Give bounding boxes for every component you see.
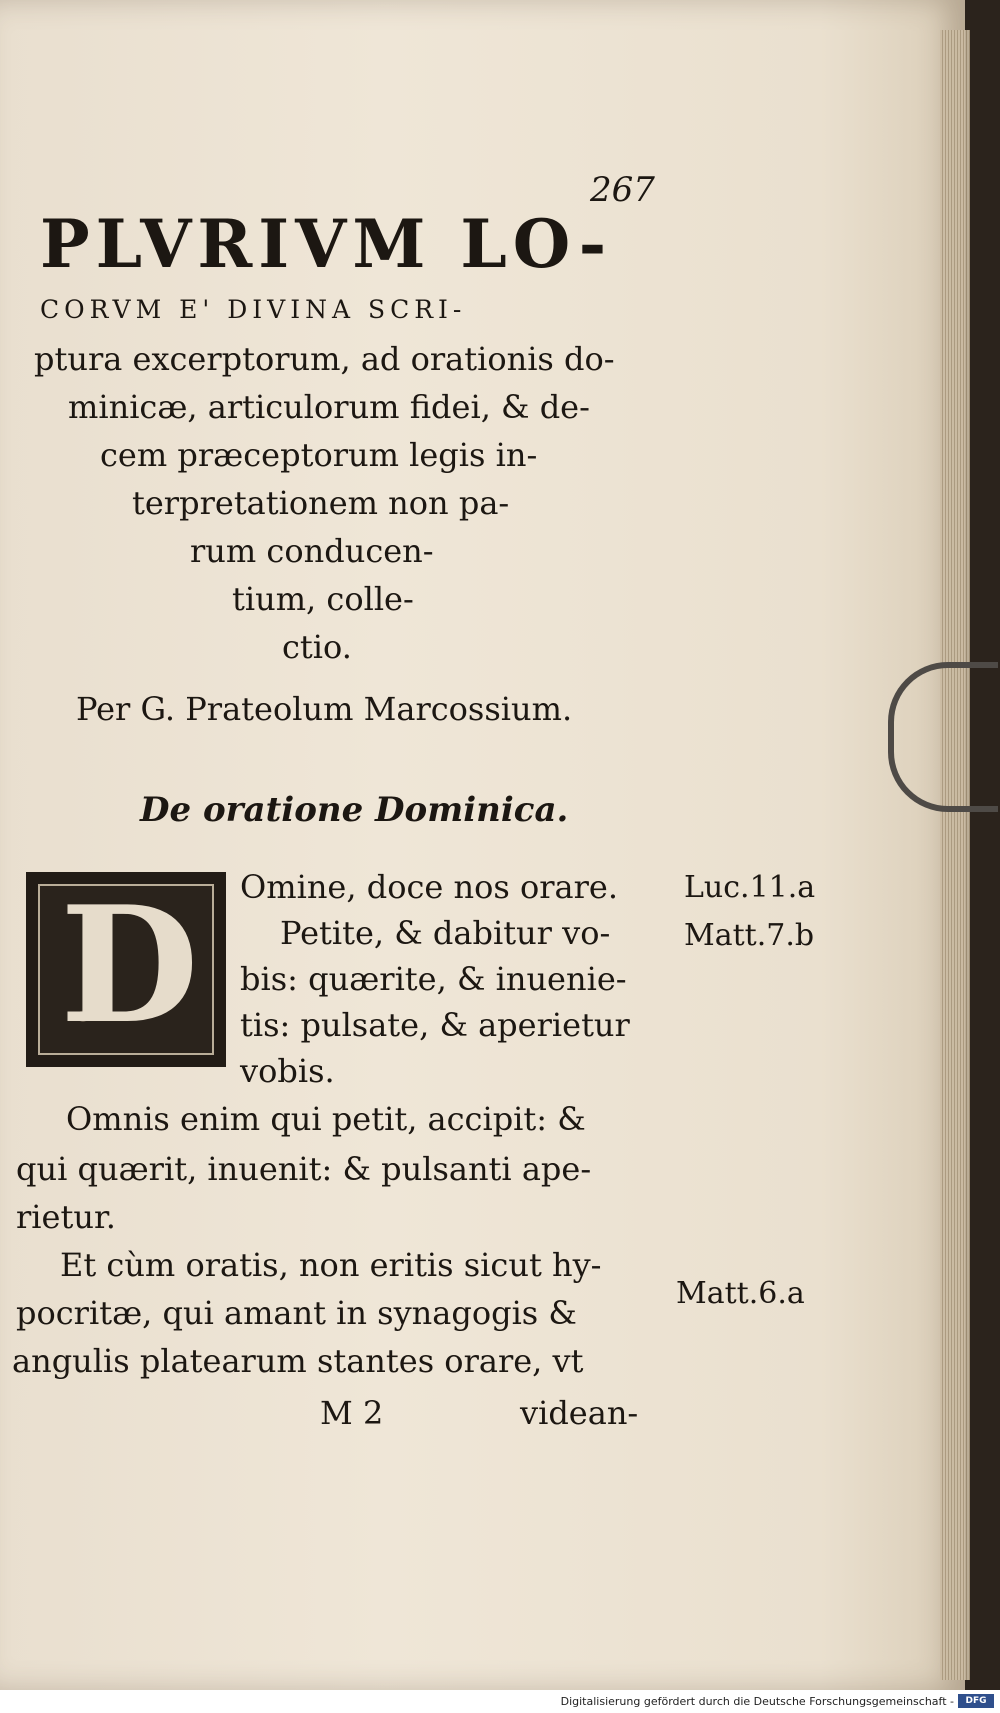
title-text-line: cem præceptorum legis in- [100,436,538,474]
margin-note: Matt.7.b [684,918,815,953]
book-clasp [888,662,998,812]
body-line: vobis. [240,1052,335,1090]
body-line: qui quærit, inuenit: & pulsanti ape- [16,1150,592,1188]
body-line: tis: pulsate, & aperietur [240,1006,630,1044]
signature-mark: M 2 [320,1394,384,1432]
body-line: bis: quærite, & inuenie- [240,960,627,998]
margin-note: Matt.6.a [676,1276,805,1311]
margin-note: Luc.11.a [684,870,816,905]
body-line: Omnis enim qui petit, accipit: & [66,1100,586,1138]
body-line: rietur. [16,1198,116,1236]
body-line: Omine, doce nos orare. [240,868,618,906]
body-line: angulis platearum stantes orare, vt [12,1342,584,1380]
title-line: PLVRIVM LO- [40,205,613,283]
body-line: Et cùm oratis, non eritis sicut hy- [60,1246,602,1284]
page-edge [940,30,970,1680]
decorated-initial [26,872,226,1067]
initial-letter: D [60,871,199,1059]
title-text-line: ptura excerptorum, ad orationis do- [34,340,615,378]
title-text-line: terpretationem non pa- [132,484,510,522]
subtitle-line: CORVM E' DIVINA SCRI- [40,295,467,324]
digitization-credit: Digitalisierung gefördert durch die Deutsche Forschungsgemeinschaft - [560,1695,954,1708]
title-text-line: minicæ, articulorum fidei, & de- [68,388,590,426]
section-heading: De oratione Dominica. [140,790,569,830]
author-line: Per G. Prateolum Marcossium. [76,690,573,728]
title-text-line: tium, colle- [232,580,414,618]
title-text-line: ctio. [282,628,352,666]
body-line: pocritæ, qui amant in synagogis & [16,1294,577,1332]
title-text-line: rum conducen- [190,532,434,570]
folio-number: 267 [590,170,655,210]
dfg-logo-icon: DFG [958,1694,994,1708]
body-line: Petite, & dabitur vo- [280,914,611,952]
catchword: videan- [520,1394,639,1432]
